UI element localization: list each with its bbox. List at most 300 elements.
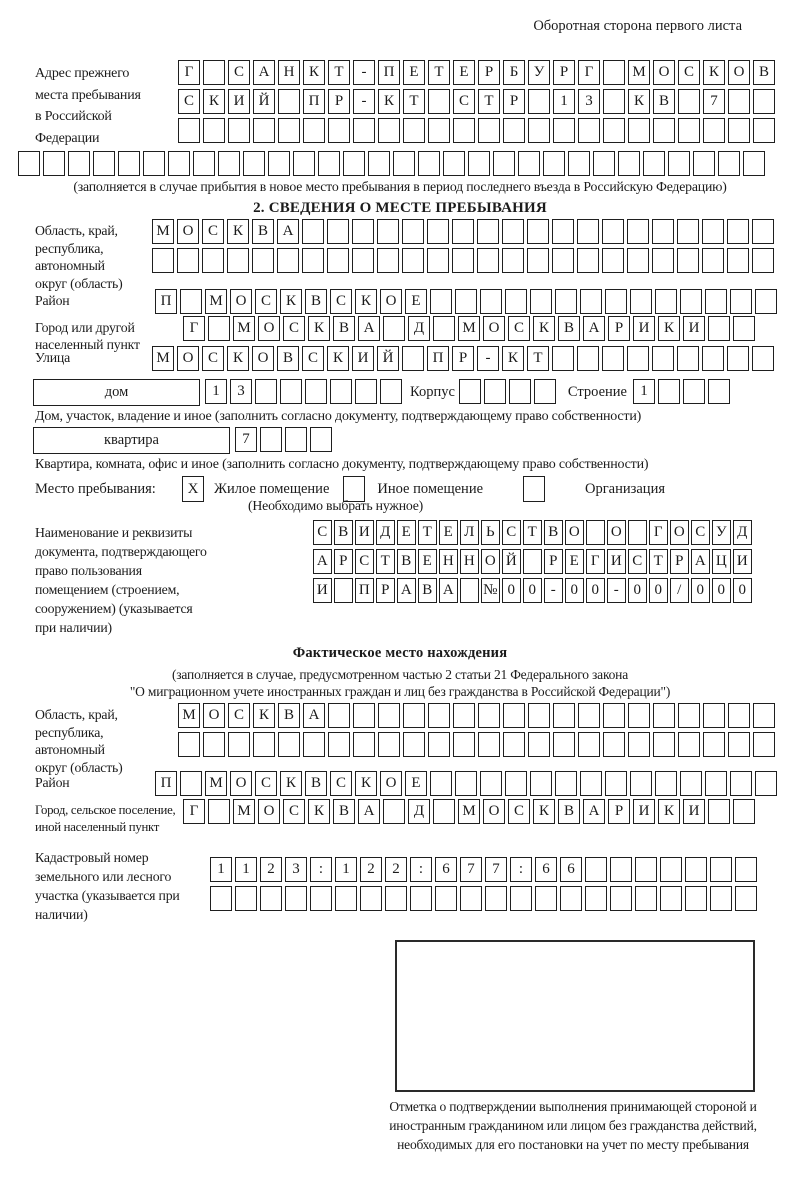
char-cell[interactable] [202, 248, 224, 273]
char-cell[interactable] [285, 427, 307, 452]
char-cell[interactable] [18, 151, 40, 176]
char-cell[interactable] [143, 151, 165, 176]
char-cell[interactable]: В [753, 60, 775, 85]
char-cell[interactable] [218, 151, 240, 176]
char-cell[interactable]: 7 [703, 89, 725, 114]
char-cell[interactable]: В [333, 799, 355, 824]
char-cell[interactable]: Д [408, 799, 430, 824]
char-cell[interactable] [435, 886, 457, 911]
char-cell[interactable]: О [483, 799, 505, 824]
char-cell[interactable] [627, 346, 649, 371]
char-cell[interactable] [385, 886, 407, 911]
char-cell[interactable] [352, 219, 374, 244]
char-cell[interactable] [268, 151, 290, 176]
char-cell[interactable] [743, 151, 765, 176]
char-cell[interactable] [602, 346, 624, 371]
char-cell[interactable]: Т [523, 520, 542, 545]
char-cell[interactable]: Д [408, 316, 430, 341]
char-cell[interactable] [255, 379, 277, 404]
char-cell[interactable] [410, 886, 432, 911]
char-cell[interactable] [302, 219, 324, 244]
char-cell[interactable] [730, 771, 752, 796]
char-cell[interactable]: И [633, 316, 655, 341]
char-cell[interactable]: В [558, 316, 580, 341]
char-cell[interactable] [378, 118, 400, 143]
char-cell[interactable]: Г [649, 520, 668, 545]
char-cell[interactable] [278, 118, 300, 143]
char-cell[interactable] [303, 732, 325, 757]
char-cell[interactable] [383, 799, 405, 824]
char-cell[interactable] [493, 151, 515, 176]
char-cell[interactable] [518, 151, 540, 176]
char-cell[interactable]: 0 [649, 578, 668, 603]
char-cell[interactable]: 7 [460, 857, 482, 882]
char-cell[interactable]: 2 [260, 857, 282, 882]
char-cell[interactable]: С [508, 316, 530, 341]
char-cell[interactable]: : [510, 857, 532, 882]
char-cell[interactable] [578, 732, 600, 757]
char-cell[interactable]: О [481, 549, 500, 574]
char-cell[interactable] [243, 151, 265, 176]
char-cell[interactable] [285, 886, 307, 911]
char-cell[interactable]: 1 [210, 857, 232, 882]
char-cell[interactable]: К [628, 89, 650, 114]
char-cell[interactable]: К [203, 89, 225, 114]
char-cell[interactable] [43, 151, 65, 176]
char-cell[interactable] [180, 771, 202, 796]
char-cell[interactable] [460, 886, 482, 911]
char-cell[interactable]: 6 [535, 857, 557, 882]
char-cell[interactable] [703, 118, 725, 143]
char-cell[interactable] [293, 151, 315, 176]
char-cell[interactable] [727, 248, 749, 273]
char-cell[interactable]: А [253, 60, 275, 85]
char-cell[interactable]: Е [439, 520, 458, 545]
char-cell[interactable]: К [533, 799, 555, 824]
char-cell[interactable]: 0 [586, 578, 605, 603]
char-cell[interactable] [728, 118, 750, 143]
char-cell[interactable]: Й [502, 549, 521, 574]
char-cell[interactable] [702, 219, 724, 244]
char-cell[interactable] [403, 118, 425, 143]
char-cell[interactable] [553, 703, 575, 728]
char-cell[interactable] [455, 771, 477, 796]
char-cell[interactable] [603, 60, 625, 85]
char-cell[interactable]: 3 [578, 89, 600, 114]
char-cell[interactable] [577, 248, 599, 273]
char-cell[interactable]: В [305, 289, 327, 314]
char-cell[interactable] [733, 316, 755, 341]
char-cell[interactable] [752, 219, 774, 244]
char-cell[interactable]: О [230, 289, 252, 314]
char-cell[interactable] [627, 248, 649, 273]
char-cell[interactable] [560, 886, 582, 911]
char-cell[interactable]: Г [578, 60, 600, 85]
char-cell[interactable]: С [178, 89, 200, 114]
char-cell[interactable] [252, 248, 274, 273]
char-cell[interactable] [677, 248, 699, 273]
char-cell[interactable] [505, 771, 527, 796]
char-cell[interactable]: Р [608, 316, 630, 341]
char-cell[interactable]: В [397, 549, 416, 574]
char-cell[interactable]: И [683, 799, 705, 824]
char-cell[interactable]: С [202, 219, 224, 244]
char-cell[interactable] [653, 703, 675, 728]
char-cell[interactable] [68, 151, 90, 176]
char-cell[interactable] [330, 379, 352, 404]
char-cell[interactable]: Р [503, 89, 525, 114]
char-cell[interactable] [480, 771, 502, 796]
char-cell[interactable]: Г [183, 799, 205, 824]
char-cell[interactable] [602, 219, 624, 244]
char-cell[interactable] [503, 703, 525, 728]
char-cell[interactable] [703, 732, 725, 757]
char-cell[interactable] [528, 732, 550, 757]
char-cell[interactable] [655, 771, 677, 796]
char-cell[interactable] [593, 151, 615, 176]
char-cell[interactable] [430, 289, 452, 314]
char-cell[interactable] [585, 857, 607, 882]
char-cell[interactable]: Е [397, 520, 416, 545]
char-cell[interactable] [523, 549, 542, 574]
char-cell[interactable]: К [303, 60, 325, 85]
char-cell[interactable]: У [712, 520, 731, 545]
char-cell[interactable] [655, 289, 677, 314]
char-cell[interactable]: А [303, 703, 325, 728]
char-cell[interactable]: П [155, 771, 177, 796]
char-cell[interactable]: В [278, 703, 300, 728]
char-cell[interactable] [377, 219, 399, 244]
char-cell[interactable] [402, 219, 424, 244]
char-cell[interactable]: 1 [205, 379, 227, 404]
char-cell[interactable] [228, 732, 250, 757]
char-cell[interactable] [210, 886, 232, 911]
char-cell[interactable]: А [439, 578, 458, 603]
char-cell[interactable] [658, 379, 680, 404]
char-cell[interactable]: С [302, 346, 324, 371]
char-cell[interactable]: Й [377, 346, 399, 371]
char-cell[interactable]: О [177, 219, 199, 244]
char-cell[interactable] [628, 520, 647, 545]
char-cell[interactable]: Т [403, 89, 425, 114]
char-cell[interactable] [753, 118, 775, 143]
char-cell[interactable]: Т [376, 549, 395, 574]
char-cell[interactable]: Р [544, 549, 563, 574]
char-cell[interactable]: М [178, 703, 200, 728]
char-cell[interactable]: Е [405, 771, 427, 796]
char-cell[interactable]: О [728, 60, 750, 85]
char-cell[interactable] [680, 771, 702, 796]
char-cell[interactable]: - [607, 578, 626, 603]
char-cell[interactable] [678, 703, 700, 728]
char-cell[interactable]: 0 [733, 578, 752, 603]
char-cell[interactable]: Т [478, 89, 500, 114]
char-cell[interactable]: И [352, 346, 374, 371]
char-cell[interactable] [685, 857, 707, 882]
char-cell[interactable] [708, 379, 730, 404]
char-cell[interactable] [718, 151, 740, 176]
char-cell[interactable] [580, 289, 602, 314]
char-cell[interactable]: 1 [235, 857, 257, 882]
char-cell[interactable] [628, 118, 650, 143]
char-cell[interactable] [418, 151, 440, 176]
char-cell[interactable] [555, 289, 577, 314]
char-cell[interactable] [177, 248, 199, 273]
char-cell[interactable]: О [483, 316, 505, 341]
char-cell[interactable] [605, 771, 627, 796]
char-cell[interactable] [485, 886, 507, 911]
char-cell[interactable]: Р [608, 799, 630, 824]
char-cell[interactable]: Д [733, 520, 752, 545]
char-cell[interactable] [610, 886, 632, 911]
char-cell[interactable] [452, 219, 474, 244]
char-cell[interactable] [555, 771, 577, 796]
char-cell[interactable] [428, 118, 450, 143]
char-cell[interactable] [578, 118, 600, 143]
char-cell[interactable]: С [678, 60, 700, 85]
char-cell[interactable] [478, 703, 500, 728]
char-cell[interactable]: Р [328, 89, 350, 114]
char-cell[interactable] [352, 248, 374, 273]
char-cell[interactable] [577, 219, 599, 244]
char-cell[interactable]: К [253, 703, 275, 728]
apartment-type-box[interactable] [33, 427, 230, 454]
char-cell[interactable] [728, 703, 750, 728]
char-cell[interactable] [685, 886, 707, 911]
char-cell[interactable]: О [203, 703, 225, 728]
char-cell[interactable] [705, 771, 727, 796]
char-cell[interactable] [678, 732, 700, 757]
char-cell[interactable]: В [334, 520, 353, 545]
char-cell[interactable] [528, 118, 550, 143]
char-cell[interactable]: А [358, 799, 380, 824]
char-cell[interactable] [677, 219, 699, 244]
char-cell[interactable]: В [558, 799, 580, 824]
char-cell[interactable]: С [283, 799, 305, 824]
char-cell[interactable]: М [205, 771, 227, 796]
char-cell[interactable]: 3 [285, 857, 307, 882]
char-cell[interactable]: - [353, 89, 375, 114]
char-cell[interactable] [453, 118, 475, 143]
char-cell[interactable] [334, 578, 353, 603]
char-cell[interactable] [535, 886, 557, 911]
char-cell[interactable] [552, 248, 574, 273]
char-cell[interactable]: М [205, 289, 227, 314]
char-cell[interactable]: № [481, 578, 500, 603]
char-cell[interactable] [602, 248, 624, 273]
char-cell[interactable] [702, 346, 724, 371]
char-cell[interactable] [433, 799, 455, 824]
char-cell[interactable]: - [477, 346, 499, 371]
char-cell[interactable]: А [583, 799, 605, 824]
char-cell[interactable] [335, 886, 357, 911]
char-cell[interactable] [305, 379, 327, 404]
char-cell[interactable]: 2 [385, 857, 407, 882]
char-cell[interactable]: И [228, 89, 250, 114]
char-cell[interactable]: К [658, 316, 680, 341]
char-cell[interactable] [710, 857, 732, 882]
char-cell[interactable]: О [380, 771, 402, 796]
char-cell[interactable]: О [258, 316, 280, 341]
char-cell[interactable] [203, 60, 225, 85]
char-cell[interactable]: 1 [335, 857, 357, 882]
char-cell[interactable]: 3 [230, 379, 252, 404]
char-cell[interactable]: 6 [560, 857, 582, 882]
char-cell[interactable] [327, 219, 349, 244]
char-cell[interactable] [478, 732, 500, 757]
char-cell[interactable] [393, 151, 415, 176]
char-cell[interactable]: : [410, 857, 432, 882]
char-cell[interactable]: К [280, 771, 302, 796]
char-cell[interactable] [534, 379, 556, 404]
char-cell[interactable] [630, 771, 652, 796]
char-cell[interactable] [553, 118, 575, 143]
char-cell[interactable]: : [310, 857, 332, 882]
char-cell[interactable] [402, 346, 424, 371]
char-cell[interactable] [727, 346, 749, 371]
char-cell[interactable] [203, 732, 225, 757]
char-cell[interactable] [378, 703, 400, 728]
char-cell[interactable]: Н [439, 549, 458, 574]
char-cell[interactable]: С [355, 549, 374, 574]
char-cell[interactable] [635, 886, 657, 911]
char-cell[interactable] [502, 219, 524, 244]
char-cell[interactable] [735, 886, 757, 911]
char-cell[interactable] [728, 732, 750, 757]
char-cell[interactable] [180, 289, 202, 314]
char-cell[interactable]: М [152, 219, 174, 244]
char-cell[interactable] [303, 118, 325, 143]
char-cell[interactable]: С [628, 549, 647, 574]
char-cell[interactable] [680, 289, 702, 314]
char-cell[interactable] [603, 89, 625, 114]
char-cell[interactable] [653, 732, 675, 757]
char-cell[interactable] [553, 732, 575, 757]
char-cell[interactable]: С [283, 316, 305, 341]
char-cell[interactable]: С [330, 289, 352, 314]
char-cell[interactable]: К [355, 771, 377, 796]
char-cell[interactable]: О [177, 346, 199, 371]
char-cell[interactable] [260, 886, 282, 911]
char-cell[interactable] [228, 118, 250, 143]
char-cell[interactable]: О [653, 60, 675, 85]
char-cell[interactable]: Р [376, 578, 395, 603]
char-cell[interactable]: 7 [235, 427, 257, 452]
char-cell[interactable] [278, 732, 300, 757]
char-cell[interactable] [452, 248, 474, 273]
char-cell[interactable]: К [280, 289, 302, 314]
char-cell[interactable] [302, 248, 324, 273]
char-cell[interactable]: К [308, 316, 330, 341]
char-cell[interactable]: А [583, 316, 605, 341]
char-cell[interactable]: П [355, 578, 374, 603]
char-cell[interactable]: К [502, 346, 524, 371]
char-cell[interactable] [478, 118, 500, 143]
char-cell[interactable] [310, 886, 332, 911]
char-cell[interactable]: 0 [565, 578, 584, 603]
char-cell[interactable]: А [691, 549, 710, 574]
char-cell[interactable]: О [607, 520, 626, 545]
char-cell[interactable]: М [458, 316, 480, 341]
char-cell[interactable] [683, 379, 705, 404]
char-cell[interactable]: 1 [553, 89, 575, 114]
char-cell[interactable]: С [255, 771, 277, 796]
char-cell[interactable] [235, 886, 257, 911]
char-cell[interactable]: Л [460, 520, 479, 545]
char-cell[interactable] [428, 89, 450, 114]
char-cell[interactable]: 0 [712, 578, 731, 603]
char-cell[interactable] [603, 118, 625, 143]
char-cell[interactable] [383, 316, 405, 341]
char-cell[interactable]: Р [452, 346, 474, 371]
residence-organization-checkbox[interactable] [523, 476, 545, 502]
char-cell[interactable] [208, 316, 230, 341]
char-cell[interactable]: Р [553, 60, 575, 85]
char-cell[interactable]: 2 [360, 857, 382, 882]
char-cell[interactable]: Б [503, 60, 525, 85]
char-cell[interactable] [755, 771, 777, 796]
char-cell[interactable] [578, 703, 600, 728]
char-cell[interactable]: - [544, 578, 563, 603]
char-cell[interactable]: К [227, 219, 249, 244]
char-cell[interactable]: Д [376, 520, 395, 545]
char-cell[interactable]: Т [649, 549, 668, 574]
char-cell[interactable] [480, 289, 502, 314]
char-cell[interactable] [428, 703, 450, 728]
char-cell[interactable]: К [533, 316, 555, 341]
char-cell[interactable]: К [227, 346, 249, 371]
char-cell[interactable] [552, 219, 574, 244]
char-cell[interactable]: К [703, 60, 725, 85]
char-cell[interactable] [427, 219, 449, 244]
char-cell[interactable]: Т [418, 520, 437, 545]
char-cell[interactable] [433, 316, 455, 341]
char-cell[interactable]: Г [586, 549, 605, 574]
char-cell[interactable] [677, 346, 699, 371]
char-cell[interactable] [728, 89, 750, 114]
char-cell[interactable]: С [202, 346, 224, 371]
char-cell[interactable]: Е [405, 289, 427, 314]
char-cell[interactable]: О [252, 346, 274, 371]
char-cell[interactable]: К [355, 289, 377, 314]
char-cell[interactable]: Е [403, 60, 425, 85]
char-cell[interactable] [360, 886, 382, 911]
char-cell[interactable] [505, 289, 527, 314]
char-cell[interactable] [703, 703, 725, 728]
char-cell[interactable] [502, 248, 524, 273]
char-cell[interactable]: Р [670, 549, 689, 574]
char-cell[interactable] [710, 886, 732, 911]
char-cell[interactable] [509, 379, 531, 404]
char-cell[interactable] [628, 703, 650, 728]
residence-dwelling-checkbox[interactable]: X [182, 476, 204, 502]
char-cell[interactable]: - [353, 60, 375, 85]
char-cell[interactable] [403, 703, 425, 728]
char-cell[interactable] [652, 346, 674, 371]
char-cell[interactable] [428, 732, 450, 757]
char-cell[interactable] [378, 732, 400, 757]
char-cell[interactable] [453, 703, 475, 728]
char-cell[interactable] [530, 289, 552, 314]
char-cell[interactable]: 0 [628, 578, 647, 603]
char-cell[interactable]: С [255, 289, 277, 314]
char-cell[interactable] [460, 578, 479, 603]
char-cell[interactable] [577, 346, 599, 371]
char-cell[interactable] [603, 732, 625, 757]
char-cell[interactable]: С [313, 520, 332, 545]
char-cell[interactable] [585, 886, 607, 911]
char-cell[interactable]: Ь [481, 520, 500, 545]
